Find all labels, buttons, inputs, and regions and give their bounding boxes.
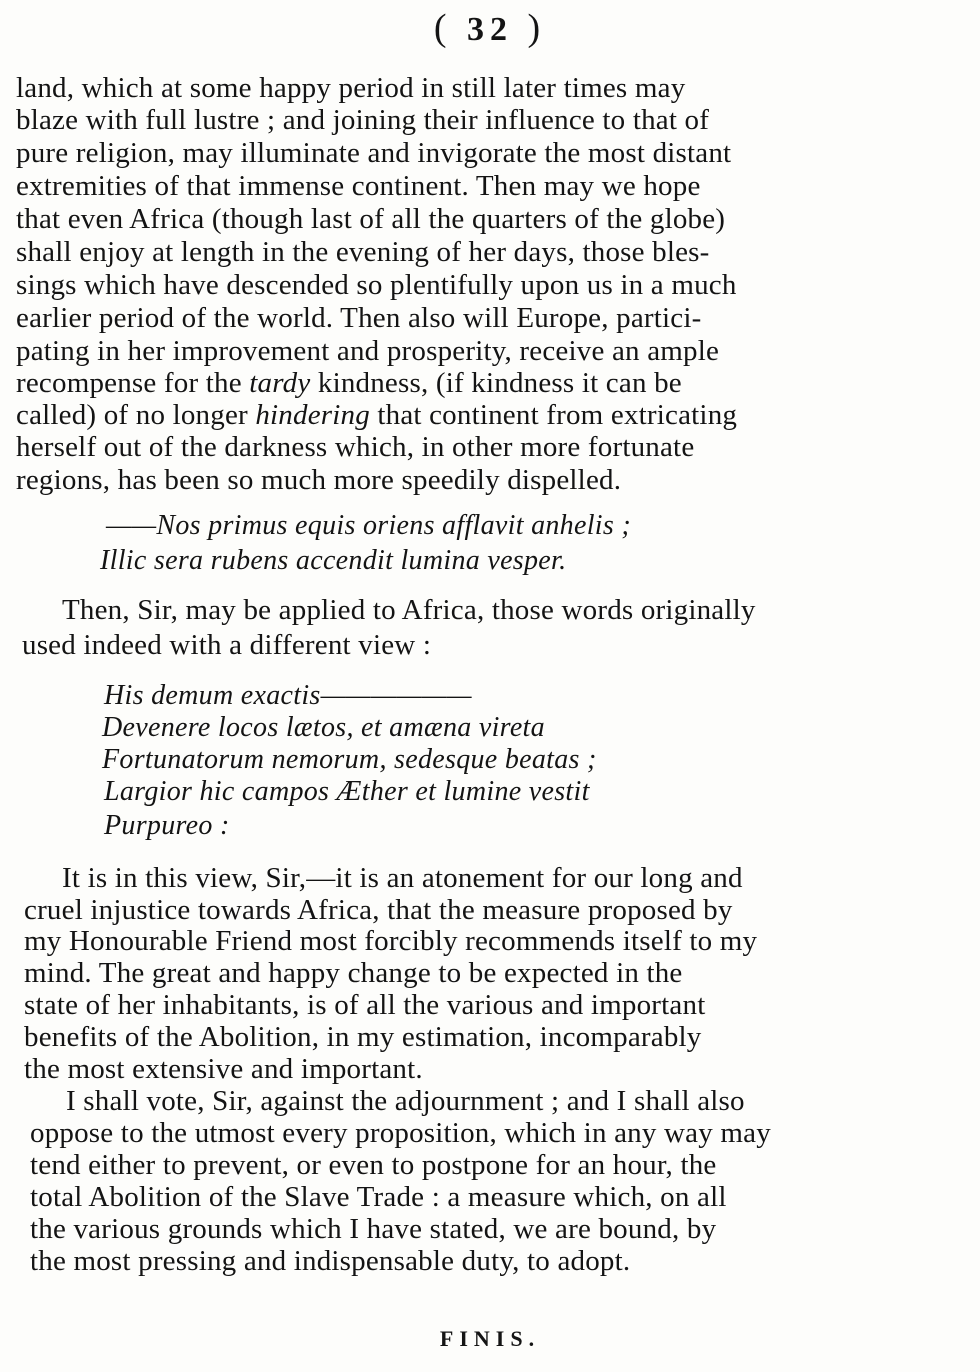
text-line: Then, Sir, may be applied to Africa, those words originally [62, 594, 756, 626]
italic-word: tardy [249, 367, 311, 399]
text-line: total Abolition of the Slave Trade : a measure which, on all [30, 1181, 727, 1213]
text-line: land, which at some happy period in still later times may [16, 72, 686, 104]
text-line: It is in this view, Sir,—it is an atonement for our long and [62, 862, 743, 894]
text-line: tend either to prevent, or even to postpone for an hour, the [30, 1149, 717, 1181]
latin-verse-line: Largior hic campos Æther et lumine vestit [104, 776, 590, 807]
text-line: blaze with full lustre ; and joining their influence to that of [16, 104, 710, 136]
text-line: that even Africa (though last of all the quarters of the globe) [16, 203, 726, 235]
text-line: earlier period of the world. Then also will Europe, partici- [16, 302, 702, 334]
text-segment: recompense for the [16, 367, 250, 399]
text-line: state of her inhabitants, is of all the various and important [24, 989, 706, 1021]
latin-verse-line: ——Nos primus equis oriens afflavit anhelis ; [106, 510, 631, 541]
text-segment: that continent from extricating [369, 399, 738, 431]
text-line: pure religion, may illuminate and invigorate the most distant [16, 137, 732, 169]
latin-verse-line: Purpureo : [104, 810, 230, 841]
text-line: the various grounds which I have stated, we are bound, by [30, 1213, 717, 1245]
text-line: the most extensive and important. [24, 1053, 423, 1085]
text-line: I shall vote, Sir, against the adjournment ; and I shall also [66, 1085, 745, 1117]
text-line: sings which have descended so plentifully upon us in a much [16, 269, 737, 301]
latin-verse-line: Fortunatorum nemorum, sedesque beatas ; [102, 744, 597, 775]
text-line: the most pressing and indispensable duty, to adopt. [30, 1245, 631, 1277]
text-line: mind. The great and happy change to be expected in the [24, 957, 683, 989]
text-line: pating in her improvement and prosperity, receive an ample [16, 335, 720, 367]
page-header [0, 6, 980, 50]
latin-verse-line: Illic sera rubens accendit lumina vesper. [100, 545, 567, 576]
text-line: oppose to the utmost every proposition, which in any way may [30, 1117, 771, 1149]
text-line: extremities of that immense continent. Then may we hope [16, 170, 701, 202]
text-line: benefits of the Abolition, in my estimation, incomparably [24, 1021, 702, 1053]
header-open-paren: ( [433, 7, 453, 49]
text-line [16, 367, 944, 399]
finis-footer: FINIS. [439, 1326, 541, 1351]
page-number: 32 [467, 11, 513, 48]
text-line: used indeed with a different view : [22, 629, 432, 661]
text-line: regions, has been so much more speedily dispelled. [16, 464, 622, 496]
text-segment: kindness, (if kindness it can be [310, 367, 682, 399]
latin-verse-line: Devenere locos lætos, et amæna vireta [102, 712, 545, 743]
latin-verse-line: His demum exactis—————— [104, 680, 472, 711]
text-segment: called) of no longer [16, 399, 256, 431]
text-line: cruel injustice towards Africa, that the measure proposed by [24, 894, 733, 926]
header-close-paren: ) [527, 7, 547, 49]
text-line: my Honourable Friend most forcibly recommends itself to my [24, 925, 758, 957]
italic-word: hindering [255, 399, 370, 431]
text-line: shall enjoy at length in the evening of her days, those bles- [16, 236, 710, 268]
text-line: herself out of the darkness which, in other more fortunate [16, 431, 695, 463]
text-line [16, 399, 944, 431]
